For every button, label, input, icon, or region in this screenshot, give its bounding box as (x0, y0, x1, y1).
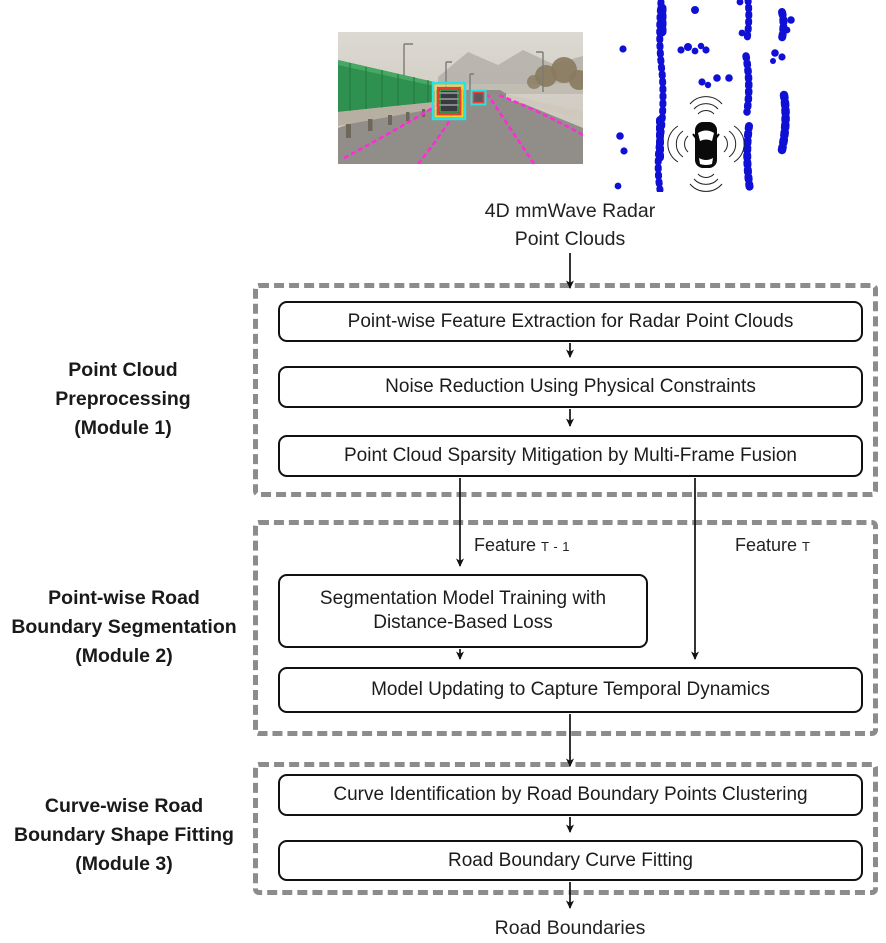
car-icon (693, 122, 719, 168)
feature-prev-label (474, 535, 570, 556)
module-2-label-line3: (Module 2) (75, 645, 173, 667)
feature-curr-text: Feature (735, 535, 798, 555)
input-caption (455, 197, 685, 253)
process-box-sparsity-mitigation: Point Cloud Sparsity Mitigation by Multi-Frame Fusion (278, 435, 863, 477)
module-1-label-line1: Point Cloud (68, 359, 178, 381)
input-caption-line2: Point Clouds (514, 228, 626, 250)
detection-box-truck (433, 83, 465, 119)
road-scene-illustration (338, 32, 583, 164)
module-3-label-line3: (Module 3) (75, 853, 173, 875)
process-box-noise-reduction: Noise Reduction Using Physical Constraints (278, 366, 863, 408)
process-box-feature-extraction: Point-wise Feature Extraction for Radar Point Clouds (278, 301, 863, 342)
feature-prev-subscript: T - 1 (541, 539, 571, 554)
process-box-model-updating: Model Updating to Capture Temporal Dynamics (278, 667, 863, 713)
process-box-curve-fitting: Road Boundary Curve Fitting (278, 840, 863, 881)
radar-point-cloud-illustration (605, 0, 810, 192)
feature-prev-text: Feature (474, 535, 537, 555)
module-3-label-line1: Curve-wise Road (44, 795, 204, 817)
module-2-label-line2: Boundary Segmentation (11, 616, 237, 638)
process-box-segmentation-training: Segmentation Model Training with Distance-Based Loss (278, 574, 648, 648)
feature-curr-subscript: T (802, 539, 811, 554)
radar-point-cloud-image (605, 0, 810, 192)
module-1-label-line3: (Module 1) (74, 417, 172, 439)
module-3-label-line2: Boundary Shape Fitting (14, 824, 234, 846)
module-2-label (0, 584, 248, 671)
feature-curr-label (735, 535, 811, 556)
module-3-label (0, 792, 248, 879)
module-1-label (8, 356, 238, 443)
detection-box-car (472, 91, 486, 105)
output-caption: Road Boundaries (494, 917, 646, 939)
process-box-curve-identification: Curve Identification by Road Boundary Points Clustering (278, 774, 863, 816)
camera-image (338, 32, 583, 164)
module-1-label-line2: Preprocessing (55, 388, 191, 410)
module-2-label-line1: Point-wise Road (48, 587, 200, 609)
input-caption-line1: 4D mmWave Radar (484, 200, 656, 222)
